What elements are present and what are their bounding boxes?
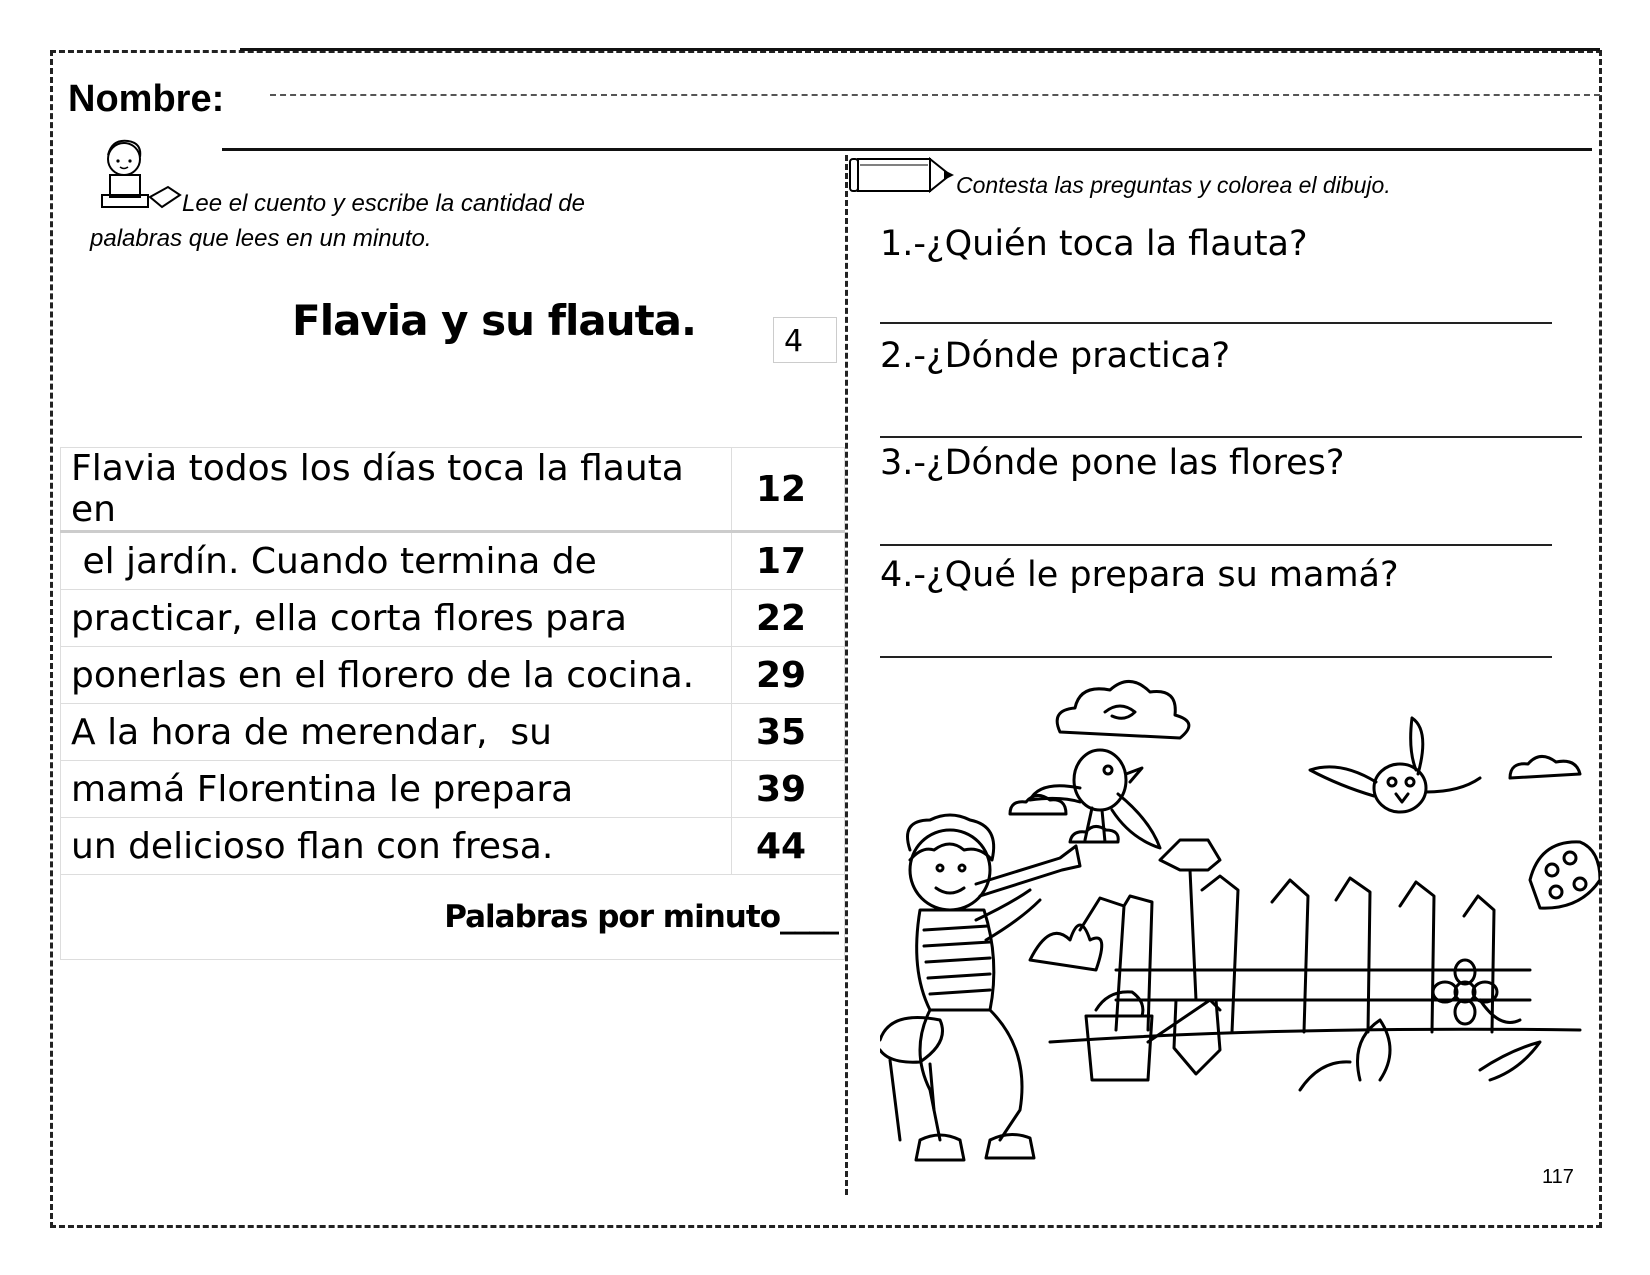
cumulative-count: 12 [732,448,845,532]
column-divider [845,155,848,1195]
bird-icon [1310,718,1480,812]
answer-line-3[interactable] [880,544,1552,546]
answer-line-2[interactable] [880,436,1582,438]
table-row [61,704,845,761]
story-line: un delicioso flan con fresa. [61,818,732,875]
question-3: 3.-¿Dónde pone las flores? [880,443,1345,483]
pencil-icon [848,155,958,195]
instruction-line-1: Lee el cuento y escribe la cantidad de [182,190,585,217]
bird-icon [1030,750,1160,848]
cloud-icon [1070,826,1118,842]
answer-line-1[interactable] [880,322,1552,324]
question-2: 2.-¿Dónde practica? [880,336,1231,376]
table-row [61,647,845,704]
cloud-icon [1510,756,1580,778]
cumulative-count: 39 [732,761,845,818]
table-row [61,818,845,875]
story-title: Flavia y su flauta. [292,296,696,345]
name-field-line[interactable] [270,94,1600,96]
table-row [61,448,845,532]
child-icon [880,815,1080,1160]
cumulative-count: 17 [732,532,845,590]
reading-table [60,447,845,960]
page-number: 117 [1542,1166,1574,1188]
cumulative-count: 44 [732,818,845,875]
words-per-minute-label: Palabras por minuto____ [444,899,838,935]
story-line: mamá Florentina le prepara [61,761,732,818]
right-instructions: Contesta las preguntas y colorea el dibujo. [956,172,1391,198]
cumulative-count: 22 [732,590,845,647]
story-line: ponerlas en el florero de la cocina. [61,647,732,704]
table-row [61,532,845,590]
story-line: A la hora de merendar, su [61,704,732,761]
name-label: Nombre: [68,78,225,120]
shovel-icon [1160,840,1220,1074]
cumulative-count: 35 [732,704,845,761]
top-rule [240,48,1600,51]
words-per-minute-cell[interactable] [61,875,845,960]
story-line: Flavia todos los días toca la flauta en [61,448,732,532]
cloud-icon [1057,681,1189,738]
left-instructions [90,186,710,256]
table-row [61,761,845,818]
story-line: el jardín. Cuando termina de [61,532,732,590]
question-4: 4.-¿Qué le prepara su mamá? [880,555,1399,595]
question-1: 1.-¿Quién toca la flauta? [880,224,1308,264]
cumulative-count: 29 [732,647,845,704]
instruction-line-2: palabras que lees en un minuto. [90,225,432,252]
coloring-picture[interactable] [880,670,1600,1190]
answer-line-4[interactable] [880,656,1552,658]
ladybug-icon [1530,842,1600,908]
title-word-count: 4 [773,317,837,363]
header-rule [222,148,1592,151]
story-line: practicar, ella corta flores para [61,590,732,647]
table-row [61,875,845,960]
table-row [61,590,845,647]
